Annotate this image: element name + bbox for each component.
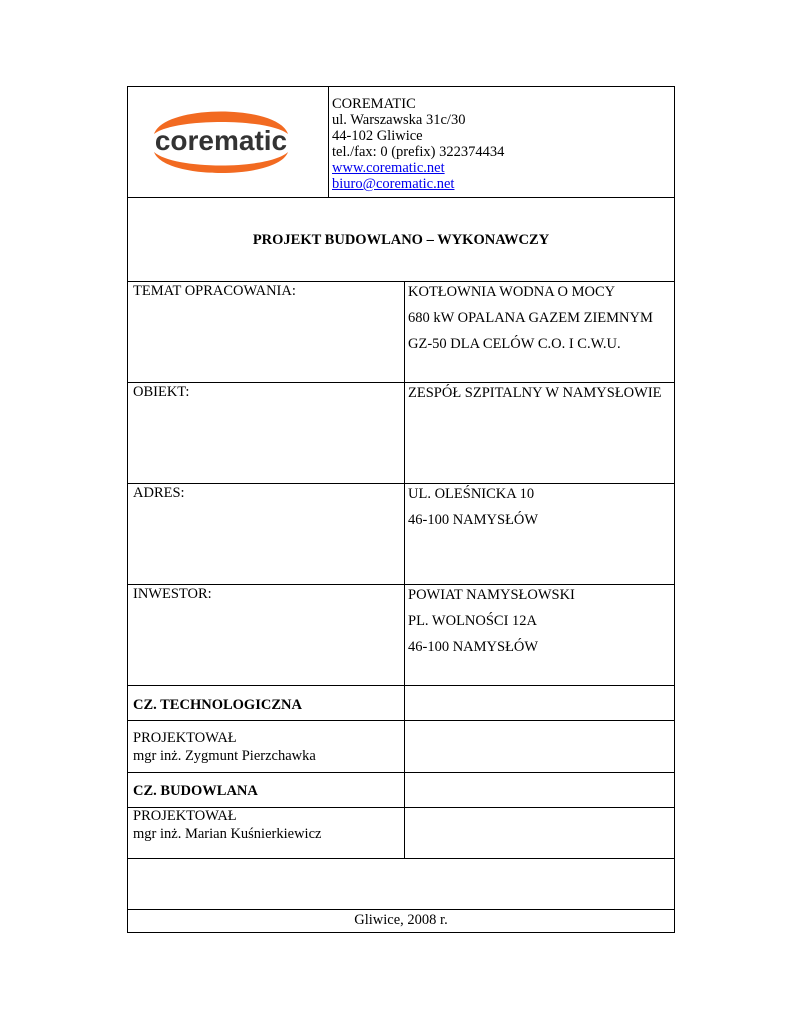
topic-value [408,279,653,357]
construction-designer-name: mgr inż. Marian Kuśnierkiewicz [133,826,322,842]
topic-label: TEMAT OPRACOWANIA: [133,283,296,299]
investor-label: INWESTOR: [133,586,212,602]
logo-wordmark: corematic [154,125,288,156]
construction-designer-role: PROJEKTOWAŁ [133,808,237,824]
company-contact [332,96,672,192]
topic-line: GZ-50 DLA CELÓW C.O. I C.W.U. [408,336,621,352]
technological-designer-name: mgr inż. Zygmunt Pierzchawka [133,748,316,764]
investor-value [408,582,575,660]
row-divider [128,772,674,773]
investor-line: 46-100 NAMYSŁÓW [408,639,539,655]
corematic-logo [136,100,306,180]
object-label: OBIEKT: [133,384,190,400]
address-label: ADRES: [133,485,185,501]
address-value [408,481,538,533]
row-divider [128,584,674,585]
object-line: ZESPÓŁ SZPITALNY W NAMYSŁOWIE [408,385,662,401]
row-divider [128,720,674,721]
title-page-table [127,86,675,933]
topic-line: 680 kW OPALANA GAZEM ZIEMNYM [408,310,653,326]
row-divider [128,858,674,859]
address-line: UL. OLEŚNICKA 10 [408,486,535,502]
header-divider [328,87,329,197]
construction-section-title: CZ. BUDOWLANA [133,783,258,799]
company-phone: tel./fax: 0 (prefix) 322374434 [332,144,505,160]
row-divider [128,685,674,686]
topic-line: KOTŁOWNIA WODNA O MOCY [408,284,616,300]
email-link[interactable]: biuro@corematic.net [332,176,455,192]
company-city: 44-102 Gliwice [332,128,423,144]
company-street: ul. Warszawska 31c/30 [332,112,466,128]
row-divider [128,197,674,198]
object-value [408,380,662,406]
row-divider [128,909,674,910]
place-and-date: Gliwice, 2008 r. [354,912,448,928]
row-divider [128,483,674,484]
technological-section-title: CZ. TECHNOLOGICZNA [133,697,302,713]
company-name: COREMATIC [332,96,416,112]
technological-designer-role: PROJEKTOWAŁ [133,730,237,746]
investor-line: PL. WOLNOŚCI 12A [408,613,538,629]
website-link[interactable]: www.corematic.net [332,160,445,176]
document-title: PROJEKT BUDOWLANO – WYKONAWCZY [252,232,550,248]
address-line: 46-100 NAMYSŁÓW [408,512,539,528]
investor-line: POWIAT NAMYSŁOWSKI [408,587,575,603]
